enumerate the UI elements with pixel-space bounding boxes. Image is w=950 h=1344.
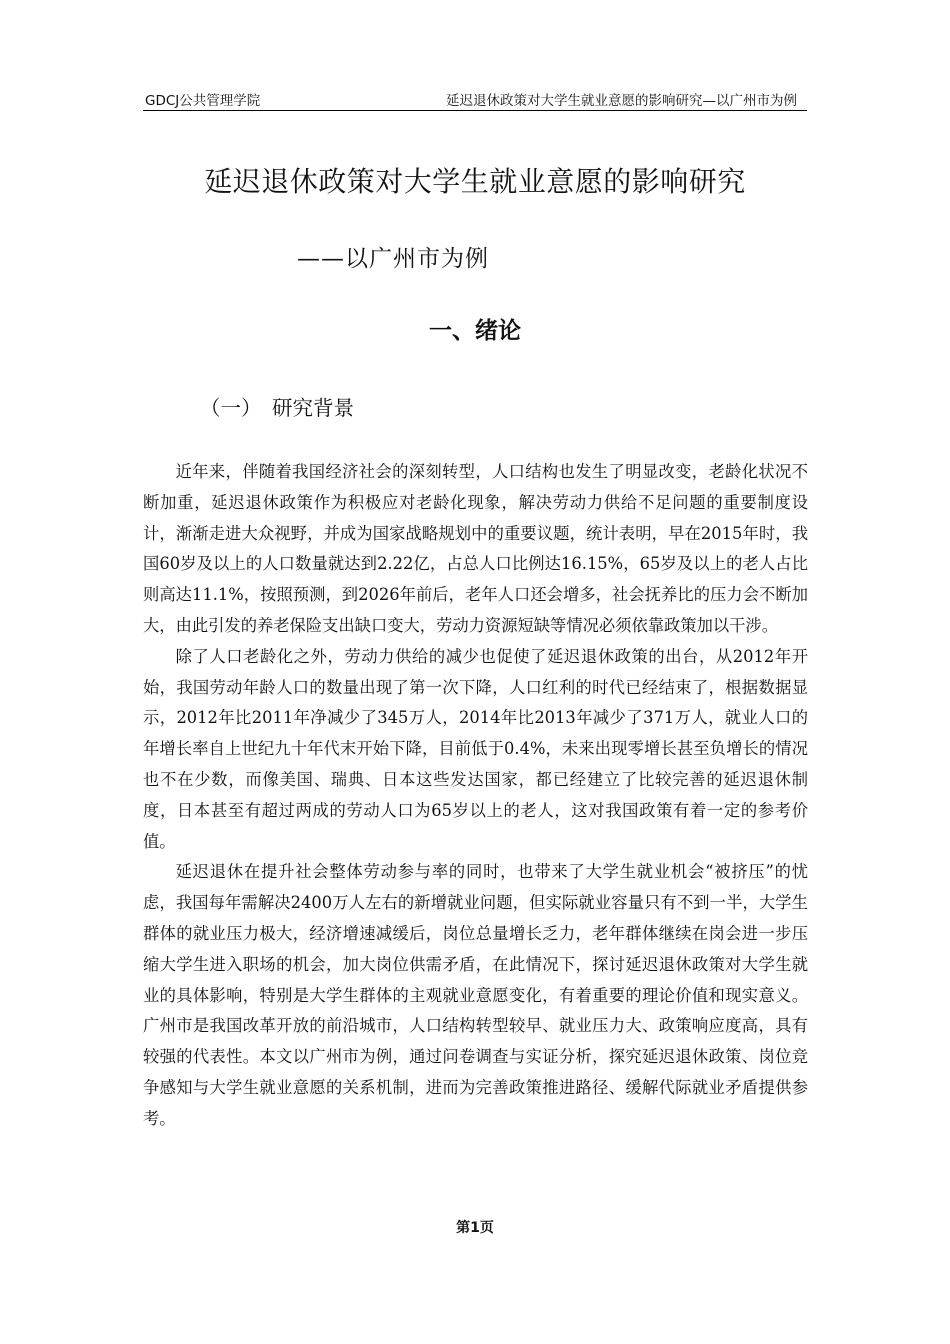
header-institution: GDCJ公共管理学院 bbox=[145, 93, 261, 109]
page-number: 第1页 bbox=[456, 1220, 494, 1236]
section-heading: 一、绪论 bbox=[429, 318, 521, 344]
paragraph: 除了人口老龄化之外，劳动力供给的减少也促使了延迟退休政策的出台，从2012年开始，我国劳动年龄人口的数量出现了第一次下降，人口红利的时代已经结束了，根据数据显示，2012年比2011年净减少了345万人，2014年比2013年减少了371万人，就业人口的年增长率自上世纪九十年代末开始下降，目前低于0.4%，未来出现零增长甚至负增长的情况也不在少数，而像美国、瑞典、日本这些发达国家，都已经建立了比较完善的延迟退休制度，日本甚至有超过两成的劳动人口为65岁以上的老人，这对我国政策有着一定的参考价值。 bbox=[143, 646, 808, 851]
body-text bbox=[143, 457, 808, 1135]
subsection-number: （一） bbox=[200, 396, 262, 420]
paper-subtitle: ——以广州市为例 bbox=[297, 246, 489, 272]
paper-title: 延迟退休政策对大学生就业意愿的影响研究 bbox=[204, 165, 746, 198]
paragraph: 近年来，伴随着我国经济社会的深刻转型，人口结构也发生了明显改变，老龄化状况不断加重，延迟退休政策作为积极应对老龄化现象，解决劳动力供给不足问题的重要制度设计，渐渐走进大众视野，并成为国家战略规划中的重要议题，统计表明，早在2015年时，我国60岁及以上的人口数量就达到2.22亿，占总人口比例达16.15%，65岁及以上的老人占比则高达11.1%，按照预测，到2026年前后，老年人口还会增多，社会抚养比的压力会不断加大，由此引发的养老保险支出缺口变大，劳动力资源短缺等情况必须依靠政策加以干涉。 bbox=[143, 462, 808, 635]
subsection-title: 研究背景 bbox=[272, 396, 354, 420]
subsection-heading bbox=[200, 391, 354, 421]
page-header bbox=[143, 88, 807, 111]
paragraph: 延迟退休在提升社会整体劳动参与率的同时，也带来了大学生就业机会“被挤压”的忧虑，我国每年需解决2400万人左右的新增就业问题，但实际就业容量只有不到一半，大学生群体的就业压力极大，经济增速减缓后，岗位总量增长乏力，老年群体继续在岗会进一步压缩大学生进入职场的机会，加大岗位供需矛盾，在此情况下，探讨延迟退休政策对大学生就业的具体影响，特别是大学生群体的主观就业意愿变化，有着重要的理论价值和现实意义。 广州市是我国改革开放的前沿城市，人口结构转型较早、就业压力大、政策响应度高，具有较强的代表性。本文以广州市为例，通过问卷调查与实证分析，探究延迟退休政策、岗位竞争感知与大学生就业意愿的关系机制，进而为完善政策推进路径、缓解代际就业矛盾提供参考。 bbox=[143, 862, 808, 1128]
header-running-title: 延迟退休政策对大学生就业意愿的影响研究—以广州市为例 bbox=[446, 93, 797, 109]
